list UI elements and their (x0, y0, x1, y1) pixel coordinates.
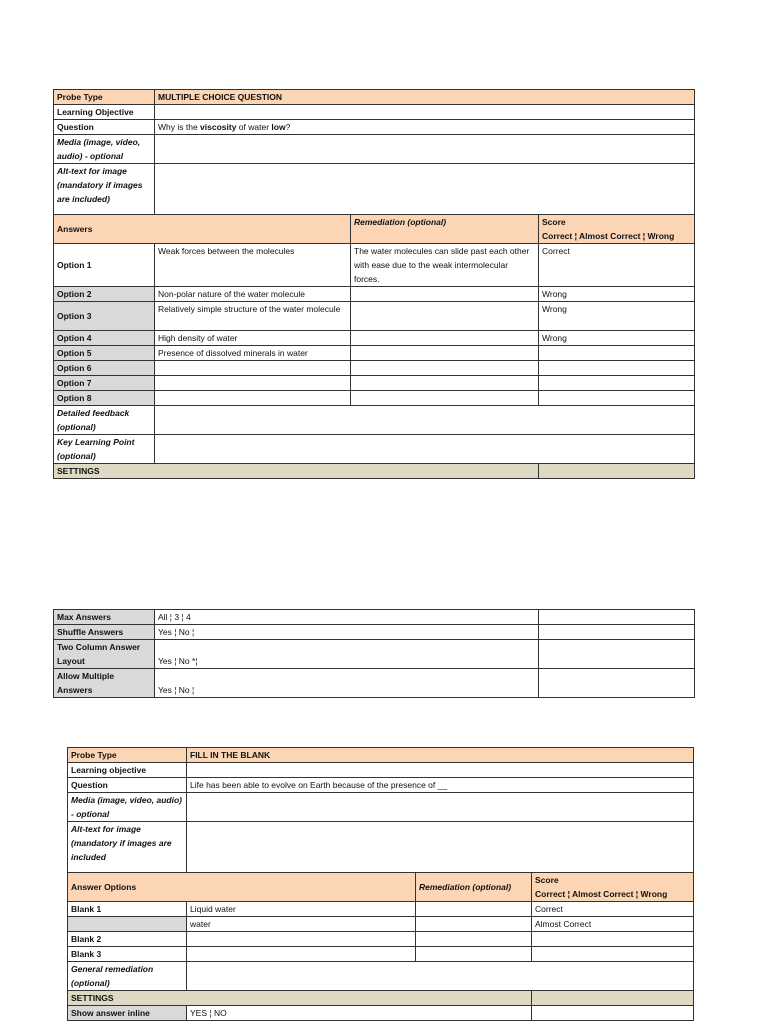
alt-text-value[interactable] (155, 164, 695, 215)
fitb-media-label: Media (image, video, audio) - optional (68, 793, 187, 822)
fitb-remediation-header: Remediation (optional) (416, 873, 532, 902)
blank-score[interactable] (532, 947, 694, 962)
setting-row (54, 610, 695, 625)
two-column-value[interactable]: Yes ¦ No *¦ (155, 640, 539, 669)
blank-remediation[interactable] (416, 932, 532, 947)
learning-objective-label: Learning Objective (54, 105, 155, 120)
answers-header: Answers (54, 215, 351, 244)
blank3-label: Blank 3 (68, 947, 187, 962)
settings-table (53, 609, 695, 698)
setting-row (54, 640, 695, 669)
option-row (54, 244, 695, 287)
option-score[interactable] (539, 346, 695, 361)
two-column-label: Two Column Answer Layout (54, 640, 155, 669)
fitb-settings-header: SETTINGS (68, 991, 532, 1006)
option-label: Option 7 (54, 376, 155, 391)
allow-multiple-label: Allow Multiple Answers (54, 669, 155, 698)
fitb-probe-type-label: Probe Type (68, 748, 187, 763)
shuffle-answers-value[interactable]: Yes ¦ No ¦ (155, 625, 539, 640)
fitb-settings-header-cell (532, 991, 694, 1006)
option-label: Option 3 (54, 302, 155, 331)
allow-multiple-value[interactable]: Yes ¦ No ¦ (155, 669, 539, 698)
remediation-header: Remediation (optional) (351, 215, 539, 244)
option-remediation[interactable] (351, 287, 539, 302)
blank2-label: Blank 2 (68, 932, 187, 947)
fitb-alt-text-label: Alt-text for image (mandatory if images are included (68, 822, 187, 873)
option-label: Option 8 (54, 391, 155, 406)
blank-label-empty (68, 917, 187, 932)
option-score[interactable]: Correct (539, 244, 695, 287)
option-answer[interactable]: High density of water (155, 331, 351, 346)
option-answer[interactable]: Weak forces between the molecules (155, 244, 351, 287)
fitb-alt-text-value[interactable] (187, 822, 694, 873)
fitb-learning-objective-label: Learning objective (68, 763, 187, 778)
mcq-table (53, 89, 695, 479)
shuffle-answers-label: Shuffle Answers (54, 625, 155, 640)
option-label: Option 4 (54, 331, 155, 346)
detailed-feedback-label: Detailed feedback (optional) (54, 406, 155, 435)
fitb-media-value[interactable] (187, 793, 694, 822)
blank-remediation[interactable] (416, 902, 532, 917)
option-score[interactable]: Wrong (539, 331, 695, 346)
blank-remediation[interactable] (416, 947, 532, 962)
option-score[interactable]: Wrong (539, 302, 695, 331)
setting-extra-cell (539, 669, 695, 698)
question-value[interactable]: Why is the viscosity of water low? (155, 120, 695, 135)
probe-type-label: Probe Type (54, 90, 155, 105)
option-score[interactable] (539, 361, 695, 376)
option-answer[interactable]: Non-polar nature of the water molecule (155, 287, 351, 302)
key-learning-value[interactable] (155, 435, 695, 464)
blank-answer[interactable]: Liquid water (187, 902, 416, 917)
fitb-question-value[interactable]: Life has been able to evolve on Earth because of the presence of __ (187, 778, 694, 793)
media-label: Media (image, video, audio) - optional (54, 135, 155, 164)
general-remediation-value[interactable] (187, 962, 694, 991)
probe-type-value: MULTIPLE CHOICE QUESTION (155, 90, 695, 105)
option-row (54, 331, 695, 346)
option-row (54, 287, 695, 302)
setting-row (54, 625, 695, 640)
option-label: Option 6 (54, 361, 155, 376)
option-answer[interactable] (155, 376, 351, 391)
option-remediation[interactable] (351, 376, 539, 391)
option-remediation[interactable] (351, 391, 539, 406)
settings-header-cell (539, 464, 695, 479)
option-score[interactable] (539, 391, 695, 406)
option-answer[interactable] (155, 391, 351, 406)
settings-header: SETTINGS (54, 464, 539, 479)
blank-score[interactable] (532, 932, 694, 947)
blank-row (68, 917, 694, 932)
option-row (54, 361, 695, 376)
setting-row (54, 669, 695, 698)
fitb-table (67, 747, 694, 1021)
blank-answer[interactable] (187, 932, 416, 947)
blank-answer[interactable]: water (187, 917, 416, 932)
blank-score[interactable]: Almost Correct (532, 917, 694, 932)
score-header: Score Correct ¦ Almost Correct ¦ Wrong (539, 215, 695, 244)
setting-extra-cell (539, 625, 695, 640)
max-answers-value[interactable]: All ¦ 3 ¦ 4 (155, 610, 539, 625)
fitb-learning-objective-value[interactable] (187, 763, 694, 778)
setting-extra-cell (539, 640, 695, 669)
blank-row (68, 902, 694, 917)
option-answer[interactable]: Presence of dissolved minerals in water (155, 346, 351, 361)
show-inline-extra (532, 1006, 694, 1021)
blank-remediation[interactable] (416, 917, 532, 932)
option-row (54, 391, 695, 406)
media-value[interactable] (155, 135, 695, 164)
option-remediation[interactable] (351, 302, 539, 331)
option-score[interactable] (539, 376, 695, 391)
blank-row (68, 947, 694, 962)
show-inline-label: Show answer inline (68, 1006, 187, 1021)
blank-score[interactable]: Correct (532, 902, 694, 917)
option-label: Option 2 (54, 287, 155, 302)
fitb-question-label: Question (68, 778, 187, 793)
blank-row (68, 932, 694, 947)
general-remediation-label: General remediation (optional) (68, 962, 187, 991)
option-remediation[interactable]: The water molecules can slide past each other with ease due to the weak intermolecular forces. (351, 244, 539, 287)
learning-objective-value[interactable] (155, 105, 695, 120)
question-label: Question (54, 120, 155, 135)
show-inline-value[interactable]: YES ¦ NO (187, 1006, 532, 1021)
option-remediation[interactable] (351, 331, 539, 346)
alt-text-label: Alt-text for image (mandatory if images are included) (54, 164, 155, 215)
max-answers-label: Max Answers (54, 610, 155, 625)
blank-answer[interactable] (187, 947, 416, 962)
key-learning-label: Key Learning Point (optional) (54, 435, 155, 464)
option-label: Option 5 (54, 346, 155, 361)
blank1-label: Blank 1 (68, 902, 187, 917)
option-remediation[interactable] (351, 361, 539, 376)
option-label: Option 1 (54, 244, 155, 287)
option-remediation[interactable] (351, 346, 539, 361)
option-answer[interactable]: Relatively simple structure of the water molecule (155, 302, 351, 331)
fitb-probe-type-value: FILL IN THE BLANK (187, 748, 694, 763)
option-row (54, 302, 695, 331)
option-row (54, 376, 695, 391)
option-answer[interactable] (155, 361, 351, 376)
option-row (54, 346, 695, 361)
answer-options-header: Answer Options (68, 873, 416, 902)
detailed-feedback-value[interactable] (155, 406, 695, 435)
fitb-score-header: Score Correct ¦ Almost Correct ¦ Wrong (532, 873, 694, 902)
setting-extra-cell (539, 610, 695, 625)
option-score[interactable]: Wrong (539, 287, 695, 302)
